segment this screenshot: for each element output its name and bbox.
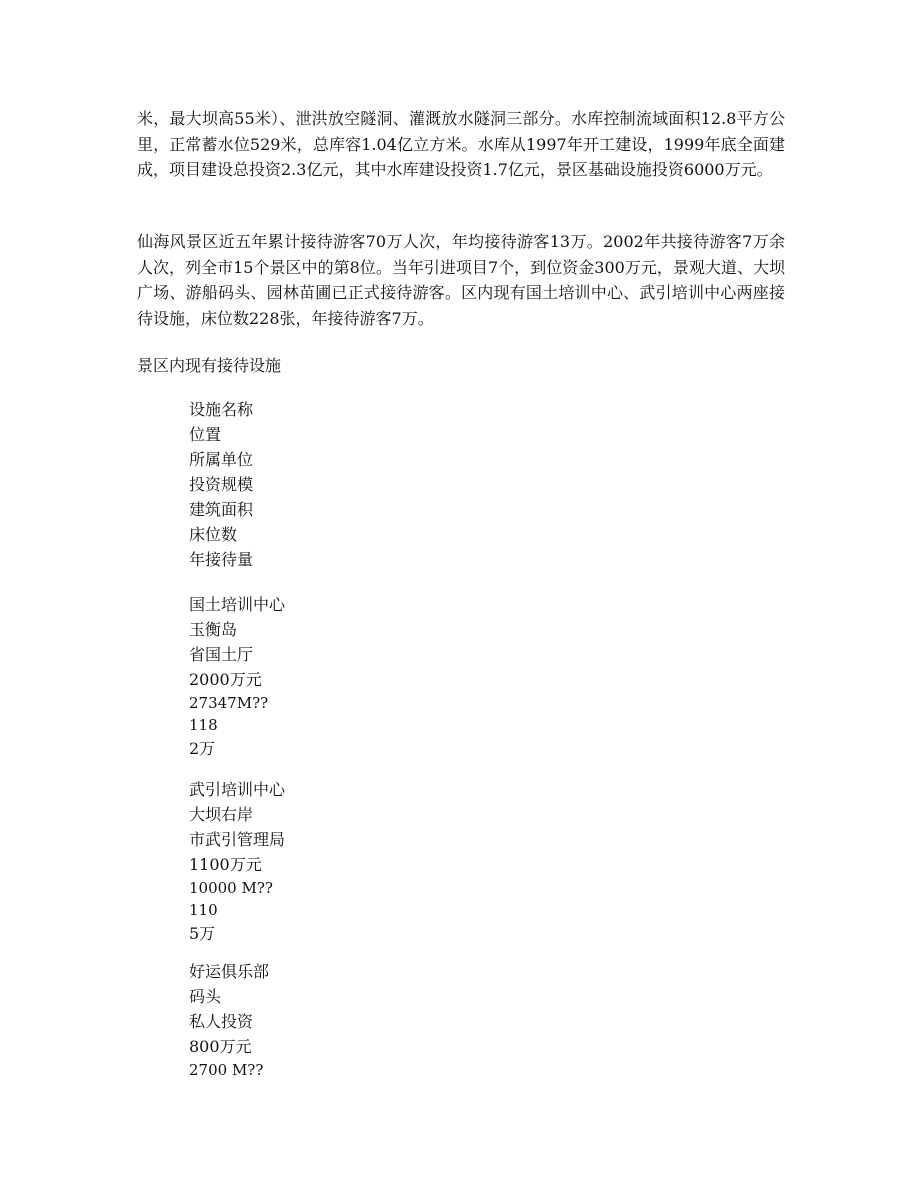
- table-row: [189, 777, 489, 946]
- paragraph-reservoir: 米，最大坝高55米）、泄洪放空隧洞、灌溉放水隧洞三部分。水库控制流域面积12.8平方公里，正常蓄水位529米，总库容1.04亿立方米。水库从1997年开工建设，1999年底全面建成，项目建设总投资2.3亿元，其中水库建设投资1.7亿元，景区基础设施投资6000万元。: [137, 109, 785, 179]
- cell-owner-unit: 省国土厅: [189, 645, 254, 664]
- cell-floor-area: 2700 M??: [189, 1061, 264, 1079]
- header-floor-area: 建筑面积: [189, 500, 254, 519]
- cell-beds: 118: [189, 716, 218, 734]
- table-header-group: [189, 397, 489, 572]
- paragraph-tourism: 仙海风景区近五年累计接待游客70万人次，年均接待游客13万。2002年共接待游客7万余人次，列全市15个景区中的第8位。当年引进项目7个，到位资金300万元，景观大道、大坝广场、游船码头、园林苗圃已正式接待游客。区内现有国土培训中心、武引培训中心两座接待设施，床位数228张，年接待游客7万。: [137, 232, 785, 328]
- cell-owner-unit: 私人投资: [189, 1012, 254, 1031]
- cell-location: 码头: [189, 987, 222, 1006]
- header-location: 位置: [189, 425, 222, 444]
- header-facility-name: 设施名称: [189, 400, 254, 419]
- table-row: [189, 959, 489, 1081]
- cell-owner-unit: 市武引管理局: [189, 830, 286, 849]
- cell-investment: 800万元: [189, 1037, 252, 1056]
- header-owner-unit: 所属单位: [189, 450, 254, 469]
- cell-facility-name: 好运俱乐部: [189, 962, 270, 981]
- header-beds: 床位数: [189, 525, 238, 544]
- cell-floor-area: 27347M??: [189, 694, 269, 712]
- header-investment: 投资规模: [189, 475, 254, 494]
- cell-investment: 1100万元: [189, 855, 262, 874]
- table-row: [189, 592, 489, 761]
- cell-investment: 2000万元: [189, 670, 262, 689]
- cell-location: 大坝右岸: [189, 805, 254, 824]
- section-heading: 景区内现有接待设施: [137, 356, 282, 375]
- cell-location: 玉衡岛: [189, 620, 238, 639]
- cell-floor-area: 10000 M??: [189, 879, 273, 897]
- cell-facility-name: 武引培训中心: [189, 780, 286, 799]
- cell-annual-visitors: 2万: [189, 739, 216, 758]
- cell-annual-visitors: 5万: [189, 924, 216, 943]
- cell-facility-name: 国土培训中心: [189, 595, 286, 614]
- cell-beds: 110: [189, 901, 218, 919]
- header-annual-visitors: 年接待量: [189, 550, 254, 569]
